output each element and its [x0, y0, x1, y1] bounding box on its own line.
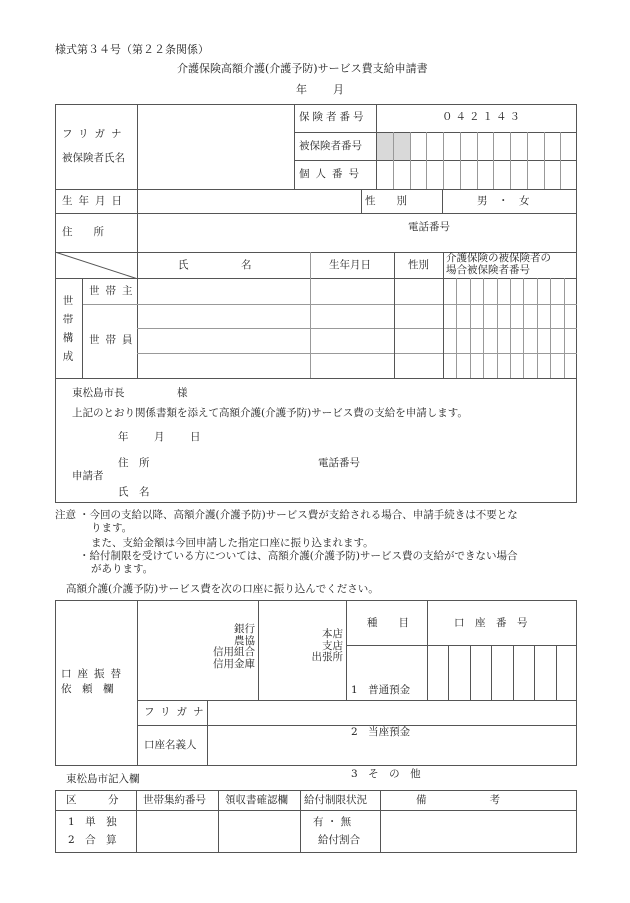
household-digit-cell[interactable] [484, 279, 496, 377]
month-label: 月 [333, 83, 344, 96]
birthdate-label: 生年月日 [62, 195, 128, 207]
address-field[interactable] [138, 214, 398, 251]
account-holder-field[interactable] [208, 726, 576, 765]
account-holder-label: 口座名義人 [144, 739, 197, 751]
applicant-label: 申請者 [72, 470, 104, 482]
digit-cell[interactable] [478, 133, 494, 188]
note-line-2: ります。 [91, 522, 133, 534]
digit-cell[interactable] [377, 133, 393, 188]
bank-furigana-label: フリガナ [144, 706, 210, 718]
category-option[interactable]: 1 単 独 [68, 816, 117, 828]
account-digit-cell[interactable] [535, 646, 555, 699]
col-insured-no-line2: 場合被保険者番号 [446, 264, 530, 276]
year-label: 年 [296, 83, 307, 96]
applicant-address-label: 住 所 [118, 457, 150, 469]
branch-type: 本店 [322, 628, 343, 640]
note-line-4: ・給付制限を受けている方については、高額介護(介護予防)サービス費の支給ができない場合 [79, 550, 518, 562]
col-category: 区 分 [66, 794, 119, 806]
col-sex: 性別 [408, 259, 429, 271]
account-digit-cell[interactable] [492, 646, 512, 699]
household-digit-cell[interactable] [538, 279, 550, 377]
note-line-1: ・今回の支給以降、高額介護(介護予防)サービス費が支給される場合、申請手続きは不要とな [79, 509, 518, 521]
household-digit-cell[interactable] [511, 279, 523, 377]
applicant-name-label: 氏 名 [118, 486, 150, 498]
account-number-label: 口 座 番 号 [454, 617, 528, 629]
branch-type: 支店 [322, 639, 343, 652]
note-line-3: また、支給金額は今回申請した指定口座に振り込まれます。 [91, 537, 374, 549]
account-digit-cell[interactable] [514, 646, 534, 699]
account-type-option[interactable]: 1 普通預金 [351, 684, 411, 696]
form-number: 様式第３４号（第２２条関係） [55, 43, 209, 56]
addressee: 東松島市長 [72, 387, 125, 399]
account-digit-cell[interactable] [449, 646, 469, 699]
digit-cell[interactable] [394, 133, 410, 188]
address-label: 住 所 [62, 226, 104, 238]
notes-prefix: 注意 [55, 509, 76, 521]
digit-cell[interactable] [561, 133, 577, 188]
insurer-number-value: ０４２１４３ [442, 111, 523, 123]
note-line-5: があります。 [91, 563, 154, 575]
col-insured-no-line1: 介護保険の被保険者の [446, 252, 551, 264]
digit-cell[interactable] [494, 133, 510, 188]
personal-number-label: 個人番号 [299, 168, 365, 180]
digit-cell[interactable] [461, 133, 477, 188]
phone-label: 電話番号 [408, 221, 450, 233]
digit-cell[interactable] [528, 133, 544, 188]
honorific: 様 [177, 387, 188, 399]
category-option[interactable]: 2 合 算 [68, 834, 117, 846]
bank-section-line1: 口座振替 [61, 668, 127, 680]
insurer-number-label: 保険者番号 [299, 111, 367, 123]
bank-furigana-field[interactable] [208, 701, 576, 724]
household-digit-cell[interactable] [444, 279, 456, 377]
branch-types[interactable] [300, 629, 343, 664]
branch-type: 出張所 [311, 651, 343, 663]
account-type-label: 種 目 [367, 617, 409, 629]
city-use-title: 東松島市記入欄 [66, 773, 140, 785]
application-statement: 上記のとおり関係書類を添えて高額介護(介護予防)サービス費の支給を申請します。 [72, 407, 468, 419]
institution-type: 信用金庫 [213, 657, 255, 670]
digit-cell[interactable] [444, 133, 460, 188]
household-digit-cell[interactable] [551, 279, 563, 377]
birthdate-field[interactable] [138, 190, 360, 212]
date-day: 日 [190, 431, 201, 443]
household-digit-cell[interactable] [457, 279, 469, 377]
insured-name-field[interactable] [138, 105, 293, 188]
household-digit-cell[interactable] [498, 279, 510, 377]
sex-label: 性 別 [365, 195, 407, 207]
insured-name-label: 被保険者氏名 [62, 152, 125, 164]
col-household-no: 世帯集約番号 [143, 794, 206, 806]
household-head-label: 世帯主 [89, 285, 139, 297]
digit-cell[interactable] [511, 133, 527, 188]
digit-cell[interactable] [427, 133, 443, 188]
institution-type: 信用組合 [213, 646, 255, 658]
household-section-label: 世帯構成 [61, 295, 74, 369]
sex-options[interactable]: 男 ・ 女 [477, 195, 530, 207]
date-year: 年 [118, 431, 129, 443]
account-digit-cell[interactable] [471, 646, 491, 699]
household-digit-cell[interactable] [471, 279, 483, 377]
col-name: 氏 名 [178, 259, 252, 271]
benefit-ratio-label: 給付割合 [318, 834, 360, 846]
furigana-label: フリガナ [62, 128, 128, 140]
account-digit-cell[interactable] [557, 646, 577, 699]
household-digit-cell[interactable] [565, 279, 577, 377]
applicant-phone-label: 電話番号 [318, 457, 360, 469]
date-month: 月 [154, 431, 165, 443]
insured-number-label: 被保険者番号 [299, 140, 362, 152]
digit-cell[interactable] [545, 133, 561, 188]
household-member-label: 世帯員 [89, 334, 139, 346]
household-digit-cell[interactable] [524, 279, 536, 377]
institution-type: 銀行 [234, 623, 255, 635]
account-type-option[interactable]: 2 当座預金 [351, 726, 411, 738]
bank-instruction: 高額介護(介護予防)サービス費を次の口座に振り込んでください。 [66, 583, 379, 595]
col-receipt: 領収書確認欄 [225, 794, 288, 806]
account-type-option[interactable]: 3 そ の 他 [351, 768, 421, 780]
col-restriction: 給付制限状況 [304, 794, 367, 806]
col-remarks: 備 考 [416, 794, 500, 806]
diagonal-line [55, 252, 138, 279]
bank-section-line2: 依 頼 欄 [61, 683, 114, 695]
form-title: 介護保険高額介護(介護予防)サービス費支給申請書 [177, 62, 428, 75]
account-digit-cell[interactable] [428, 646, 448, 699]
digit-cell[interactable] [411, 133, 427, 188]
institution-type: 農協 [234, 634, 255, 647]
institution-types[interactable] [195, 624, 255, 670]
col-birthdate: 生年月日 [329, 259, 371, 271]
restriction-options[interactable]: 有 ・ 無 [313, 816, 352, 828]
